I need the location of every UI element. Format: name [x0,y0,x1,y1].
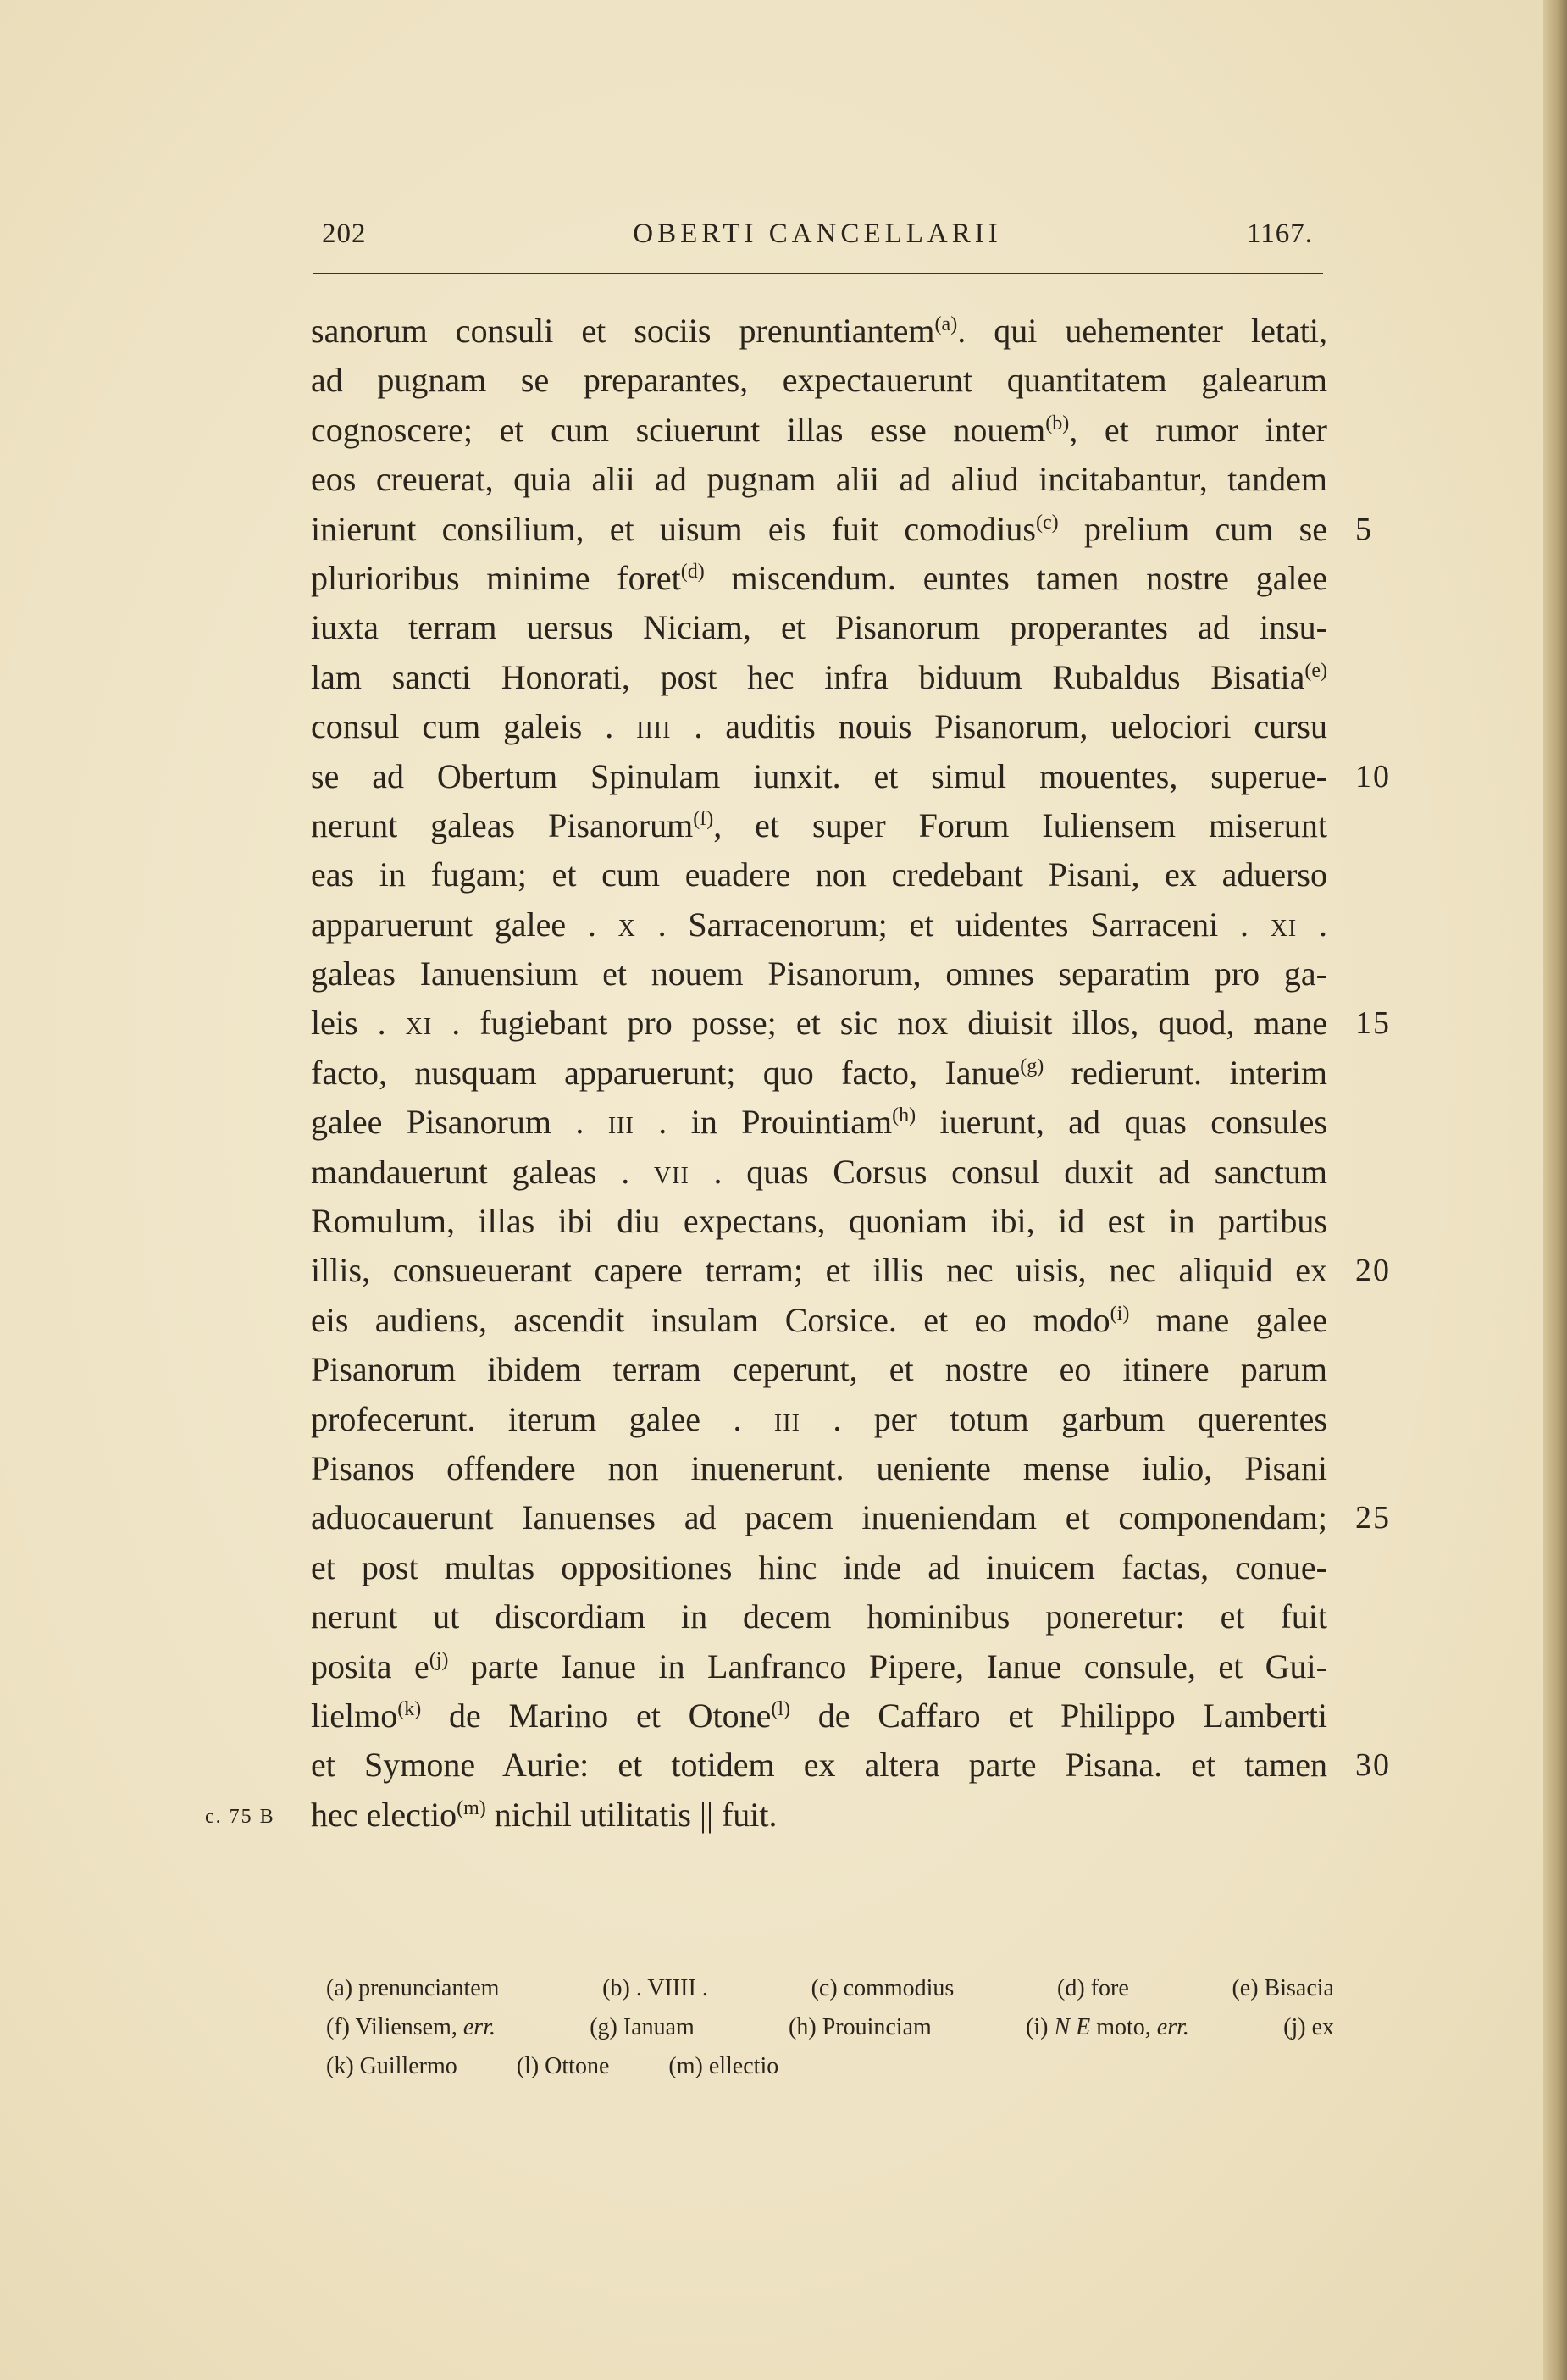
text-line: ad pugnam se preparantes, expectauerunt quantitatem galearum [311,361,1327,400]
text-line: galee Pisanorum . III . in Prouintiam$^{(h)}$ iuerunt, ad quas consules [311,1103,1327,1142]
text-line: profecerunt. iterum galee . III . per totum garbum querentes [311,1399,1328,1438]
text-line: et Symone Aurie: et totidem ex altera parte Pisana. et tamen 30 [311,1741,1327,1790]
running-header [313,219,1321,261]
text-line: et post multas oppositiones hinc inde ad inuicem factas, conue- [311,1547,1327,1586]
running-title: OBERTI CANCELLARII [633,219,1002,249]
text-line: Pisanorum ibidem terram ceperunt, et nostre eo itinere parum [311,1350,1327,1389]
footnote-row [326,2047,1334,2086]
line-number: 5 [1355,511,1373,547]
footnote-row [326,2008,1334,2047]
text-line: leis . XI . fugiebant pro posse; et sic nox diuisit illos, quod, mane 15 [311,999,1327,1048]
text-line: eis audiens, ascendit insulam Corsice. et eo modo$^{(i)}$ mane galee [311,1300,1327,1339]
page-number: 202 [322,219,367,249]
footnote: (f) Viliensem, err. [326,2014,496,2040]
footnote: (a) prenunciantem [326,1975,500,2001]
text-line: posita $e^{(j)}$ parte Ianue in Lanfranco Pipere, Ianue consule, et Gui- [311,1647,1327,1685]
line-number: 15 [1355,1005,1391,1042]
footnote: (g) Ianuam [590,2014,695,2040]
line-number: 25 [1355,1500,1391,1536]
text-line: illis, consueuerant capere terram; et illis nec uisis, nec aliquid ex 20 [311,1246,1327,1295]
line-number: 30 [1355,1747,1391,1784]
footnote: (l) Ottone [516,2053,610,2079]
footnote: (h) Prouinciam [789,2014,932,2040]
margin-note: c. 75 B [205,1805,275,1828]
text-line: nerunt ut discordiam in decem hominibus poneretur: et fuit [311,1597,1327,1636]
text-line: consul cum galeis . IIII . auditis nouis Pisanorum, uelociori cursu [311,707,1327,746]
text-line: cognoscere; et cum sciuerunt illas esse nouem$^{(b)}$, et rumor inter [311,410,1328,449]
text-line: se ad Obertum Spinulam iunxit. et simul mouentes, superue- 10 [311,752,1327,801]
text-line: lielmo$^{(k)}$ de Marino et Otone$^{(l)}$ de Caffaro et Philippo Lamberti [311,1696,1327,1735]
header-rule [313,273,1323,274]
footnote-row [326,1969,1334,2008]
text-line: sanorum consuli et sociis prenuntiantem$^{(a)}$. qui uehementer letati, [311,312,1327,350]
footnote: (k) Guillermo [326,2053,457,2079]
text-line: facto, nusquam apparuerunt; quo facto, Ianue$^{(g)}$ redierunt. interim [311,1053,1327,1092]
footnote: (j) ex [1283,2014,1334,2040]
text-line: hec electio$^{(m)}$ nichil utilitatis || fuit. c. 75 B [311,1791,1327,1840]
text-line: eos creuerat, quia alii ad pugnam alii ad aliud incitabantur, tandem [311,460,1327,499]
text-line: galeas Ianuensium et nouem Pisanorum, omnes separatim pro ga- [311,955,1327,994]
text-line: inierunt consilium, et uisum eis fuit comodius$^{(c)}$ prelium cum se 5 [311,505,1327,554]
footnotes [326,1969,1334,2086]
text-line: nerunt galeas Pisanorum$^{(f)}$, et super Forum Iuliensem miserunt [311,805,1327,844]
text-line: eas in fugam; et cum euadere non credebant Pisani, ex aduerso [311,855,1327,894]
text-line: plurioribus minime foret$^{(d)}$ miscendum. euntes tamen nostre galee [311,558,1328,597]
text-line: Pisanos offendere non inuenerunt. ueniente mense iulio, Pisani [311,1448,1327,1487]
text-line: iuxta terram uersus Niciam, et Pisanorum properantes ad insu- [311,608,1327,647]
footnote: (d) fore [1057,1975,1129,2001]
year: 1167. [1246,219,1313,249]
line-number: 20 [1355,1253,1391,1289]
footnote: (e) Bisacia [1232,1975,1334,2001]
main-text [205,307,1391,1840]
footnote: (i) N E moto, err. [1026,2014,1189,2040]
page-edge [1543,0,1567,2380]
footnote: (b) . VIIII . [602,1975,708,2001]
text-line: lam sancti Honorati, post hec infra biduum Rubaldus Bisatia$^{(e)}$ [311,657,1327,696]
text-line: Romulum, illas ibi diu expectans, quoniam ibi, id est in partibus [311,1202,1327,1241]
footnote: (m) ellectio [668,2053,779,2079]
text-line: apparuerunt galee . X . Sarracenorum; et uidentes Sarraceni . XI . [311,905,1327,944]
footnote: (c) commodius [811,1975,955,2001]
text-line: mandauerunt galeas . VII . quas Corsus consul duxit ad sanctum [311,1152,1328,1191]
text-line: aduocauerunt Ianuenses ad pacem inueniendam et componendam; 25 [311,1493,1327,1542]
line-number: 10 [1355,758,1391,794]
